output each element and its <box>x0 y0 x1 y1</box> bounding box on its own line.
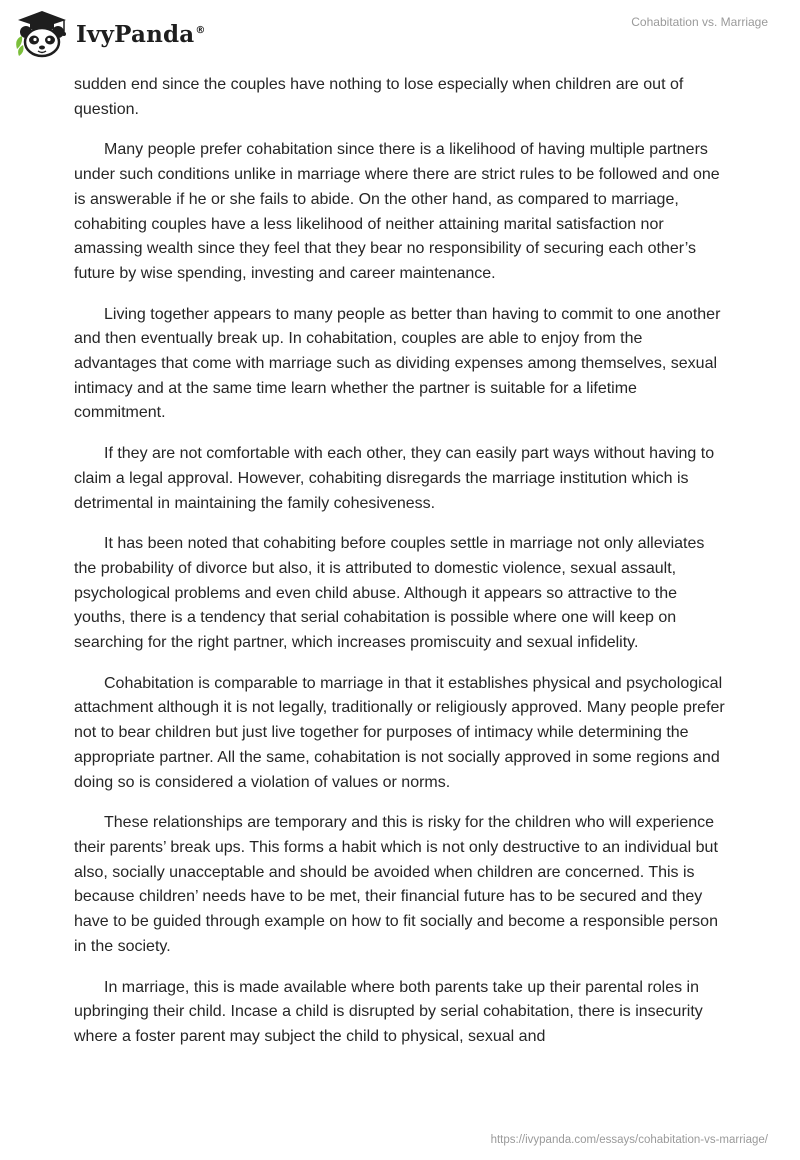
panda-logo-icon <box>14 9 70 59</box>
paragraph: Many people prefer cohabitation since there is a likelihood of having multiple partners under such conditions unlike in marriage where there are strict rules to be followed and one is answerable if he or she fails to abide. On the other hand, as compared to marriage, cohabiting couples have a less likelihood of neither attaining marital satisfaction nor amassing wealth since they feel that they bear no responsibility of securing each other’s future by wise spending, investing and career maintenance. <box>74 141 720 282</box>
brand-name <box>76 21 206 48</box>
document-title: Cohabitation vs. Marriage <box>631 15 768 29</box>
registered-mark: ® <box>195 24 206 36</box>
paragraph: It has been noted that cohabiting before couples settle in marriage not only alleviates the probability of divorce but also, it is attributed to domestic violence, sexual assault, psychological problems and even child abuse. Although it appears so attractive to the youths, there is a tendency that serial cohabitation is possible where one will keep on searching for the right partner, which increases promiscuity and sexual infidelity. <box>74 535 705 652</box>
paragraph: Cohabitation is comparable to marriage in that it establishes physical and psychological attachment although it is not legally, traditionally or religiously approved. Many people prefer not to bear children but just live together for purposes of intimacy while determining the appropriate partner. All the same, cohabitation is not socially approved in some regions and doing so is considered a violation of values or norms. <box>74 674 725 791</box>
paragraph-continuation: sudden end since the couples have nothing to lose especially when children are out of question. <box>74 76 684 118</box>
brand-logo[interactable] <box>14 8 206 60</box>
page-header <box>0 0 800 70</box>
paragraph: Living together appears to many people as better than having to commit to one another and then eventually break up. In cohabitation, couples are able to enjoy from the advantages that come with marriage such as dividing expenses among themselves, sexual intimacy and at the same time learn whether the partner is suitable for a lifetime commitment. <box>74 305 721 422</box>
essay-body <box>74 73 726 1066</box>
source-url[interactable]: https://ivypanda.com/essays/cohabitation-vs-marriage/ <box>490 1134 768 1146</box>
paragraph: In marriage, this is made available where both parents take up their parental roles in upbringing their child. Incase a child is disrupted by serial cohabitation, there is insecurity where a foster parent may subject the child to physical, sexual and <box>74 978 703 1045</box>
paragraph: These relationships are temporary and this is risky for the children who will experience their parents’ break ups. This forms a habit which is not only destructive to an individual but also, socially unacceptable and should be avoided when children are concerned. This is because children’ needs have to be met, their financial future has to be secured and they have to be guided through example on how to fit socially and become a responsible person in the society. <box>74 814 718 955</box>
paragraph: If they are not comfortable with each other, they can easily part ways without having to claim a legal approval. However, cohabiting disregards the marriage institution which is detrimental in maintaining the family cohesiveness. <box>74 445 715 512</box>
brand-name-text: IvyPanda <box>76 20 195 48</box>
